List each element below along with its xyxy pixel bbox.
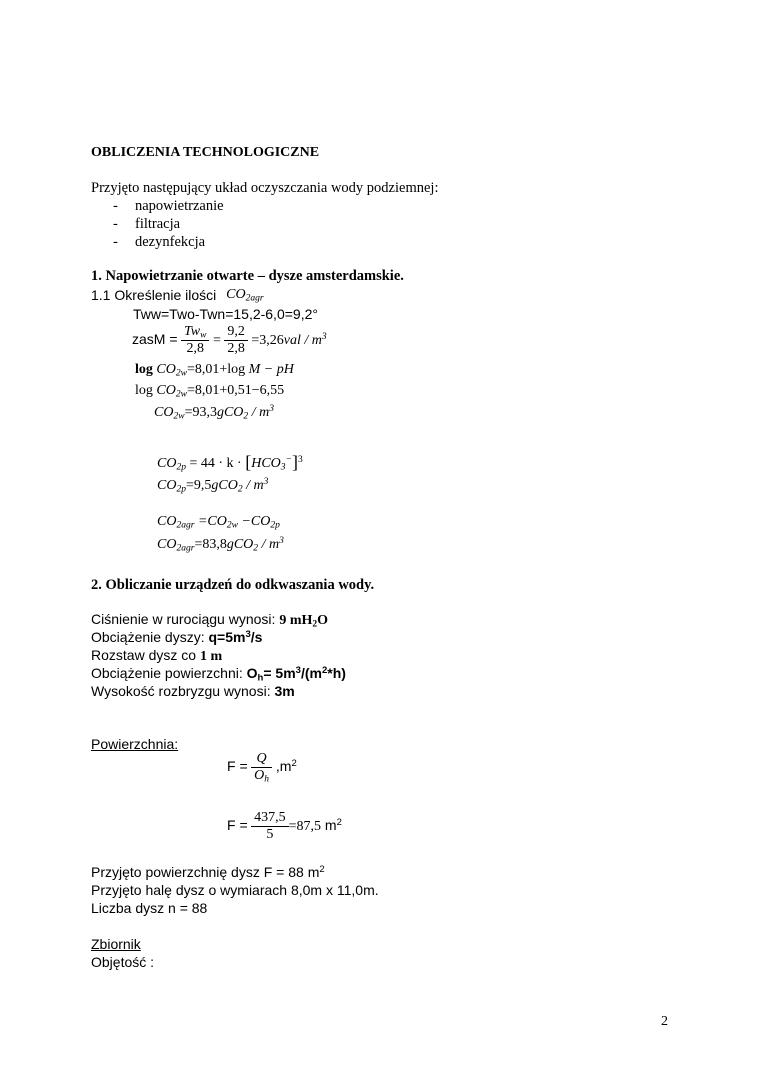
co2p-value-equation: $CO_{2p}=9,5gCO_2 / m^3$ xyxy=(157,476,269,495)
nozzle-count-line: Liczba dysz n = 88 xyxy=(91,900,208,916)
section-1-title: 1. Napowietrzanie otwarte – dysze amsterdamskie. xyxy=(91,268,404,284)
area-heading: Powierzchnia: xyxy=(91,736,179,752)
co2agr-formula: $CO_{2agr} =CO_{2w} -CO_{2p}$ xyxy=(157,514,280,531)
zasm-result: =3,26 xyxy=(251,332,284,348)
list-item xyxy=(113,199,224,214)
pressure-line: Ciśnienie w rurociągu wynosi: 9 $mH_2O$ xyxy=(91,611,329,630)
surface-load-line: Obciążenie powierzchni: $O_h= 5m^3/(m^2*h)$ xyxy=(91,664,346,684)
list-bullet: - xyxy=(113,216,118,232)
intro-text: Przyjęto następujący układ oczyszczania wody podziemnej: xyxy=(91,180,439,196)
nozzle-load-line: Obciążenie dyszy: $q=5m^3/s$ xyxy=(91,628,263,645)
zasm-label: zasM = xyxy=(132,330,178,347)
zasm-fraction-1: $\frac{Tw_w}{2,8}$ xyxy=(181,324,209,357)
log-co2w-equation-2: $\log CO_{2w}=8,01+0,51-6,55$ xyxy=(135,383,285,400)
co2agr-symbol: $CO_{2agr}$ xyxy=(226,287,264,304)
co2w-value-equation: $CO_{2w}=93,3gCO_2 / m^3$ xyxy=(154,403,274,422)
page-title: OBLICZENIA TECHNOLOGICZNE xyxy=(91,145,320,160)
area-calc-fraction: $\frac{437,5}{5}$ xyxy=(251,810,289,843)
list-bullet: - xyxy=(113,198,118,214)
section-2-title: 2. Obliczanie urządzeń do odkwaszania wody. xyxy=(91,577,375,593)
zasm-unit: val / $m^3$ xyxy=(283,331,327,348)
area-fraction: $\frac{Q}{O_h}$ xyxy=(251,751,272,784)
co2p-formula: $CO_{2p} = 44 \cdot k \cdot [HCO_3^-]^3$ xyxy=(157,452,303,473)
list-bullet: - xyxy=(113,234,118,250)
spacing-line: Rozstaw dysz co 1 m xyxy=(91,647,223,664)
volume-label: Objętość : xyxy=(91,954,155,970)
tank-heading: Zbiornik xyxy=(91,936,141,952)
zasm-fraction-2: $\frac{9,2}{2,8}$ xyxy=(224,324,248,357)
splash-height-line: Wysokość rozbryzgu wynosi: 3m xyxy=(91,683,295,699)
co2agr-value-equation: $CO_{2agr}=83,8gCO_2 / m^3$ xyxy=(157,535,284,554)
subsection-1-1 xyxy=(91,288,264,304)
hall-dimensions-line: Przyjęto halę dysz o wymiarach 8,0m x 11,0m. xyxy=(91,882,379,898)
zasm-equation: zasM = $\frac{Tw_w}{2,8}$ = $\frac{9,2}{2,8}$ $=3,26val / m^3$ xyxy=(132,324,327,357)
tww-equation: Tww=Two-Twn=15,2-6,0=9,2° xyxy=(133,306,318,322)
list-item-label: dezynfekcja xyxy=(135,234,206,250)
list-item xyxy=(113,235,205,250)
list-item-label: napowietrzanie xyxy=(135,198,224,214)
log-co2w-equation-1: $\log CO_{2w}=8,01+\log$ M − pH xyxy=(135,362,294,379)
page-number: 2 xyxy=(661,1014,668,1029)
area-formula: F = $\frac{Q}{O_h}$ $,m^2$ xyxy=(227,751,297,785)
area-calculation: F = $\frac{437,5}{5}$ =87,5 $m^2$ xyxy=(227,810,342,843)
list-item-label: filtracja xyxy=(135,216,181,232)
list-item xyxy=(113,217,180,232)
adopted-area-line: Przyjęto powierzchnię dysz F = 88 $m^2$ xyxy=(91,863,325,880)
subsection-label: 1.1 Określenie ilości xyxy=(91,287,217,303)
